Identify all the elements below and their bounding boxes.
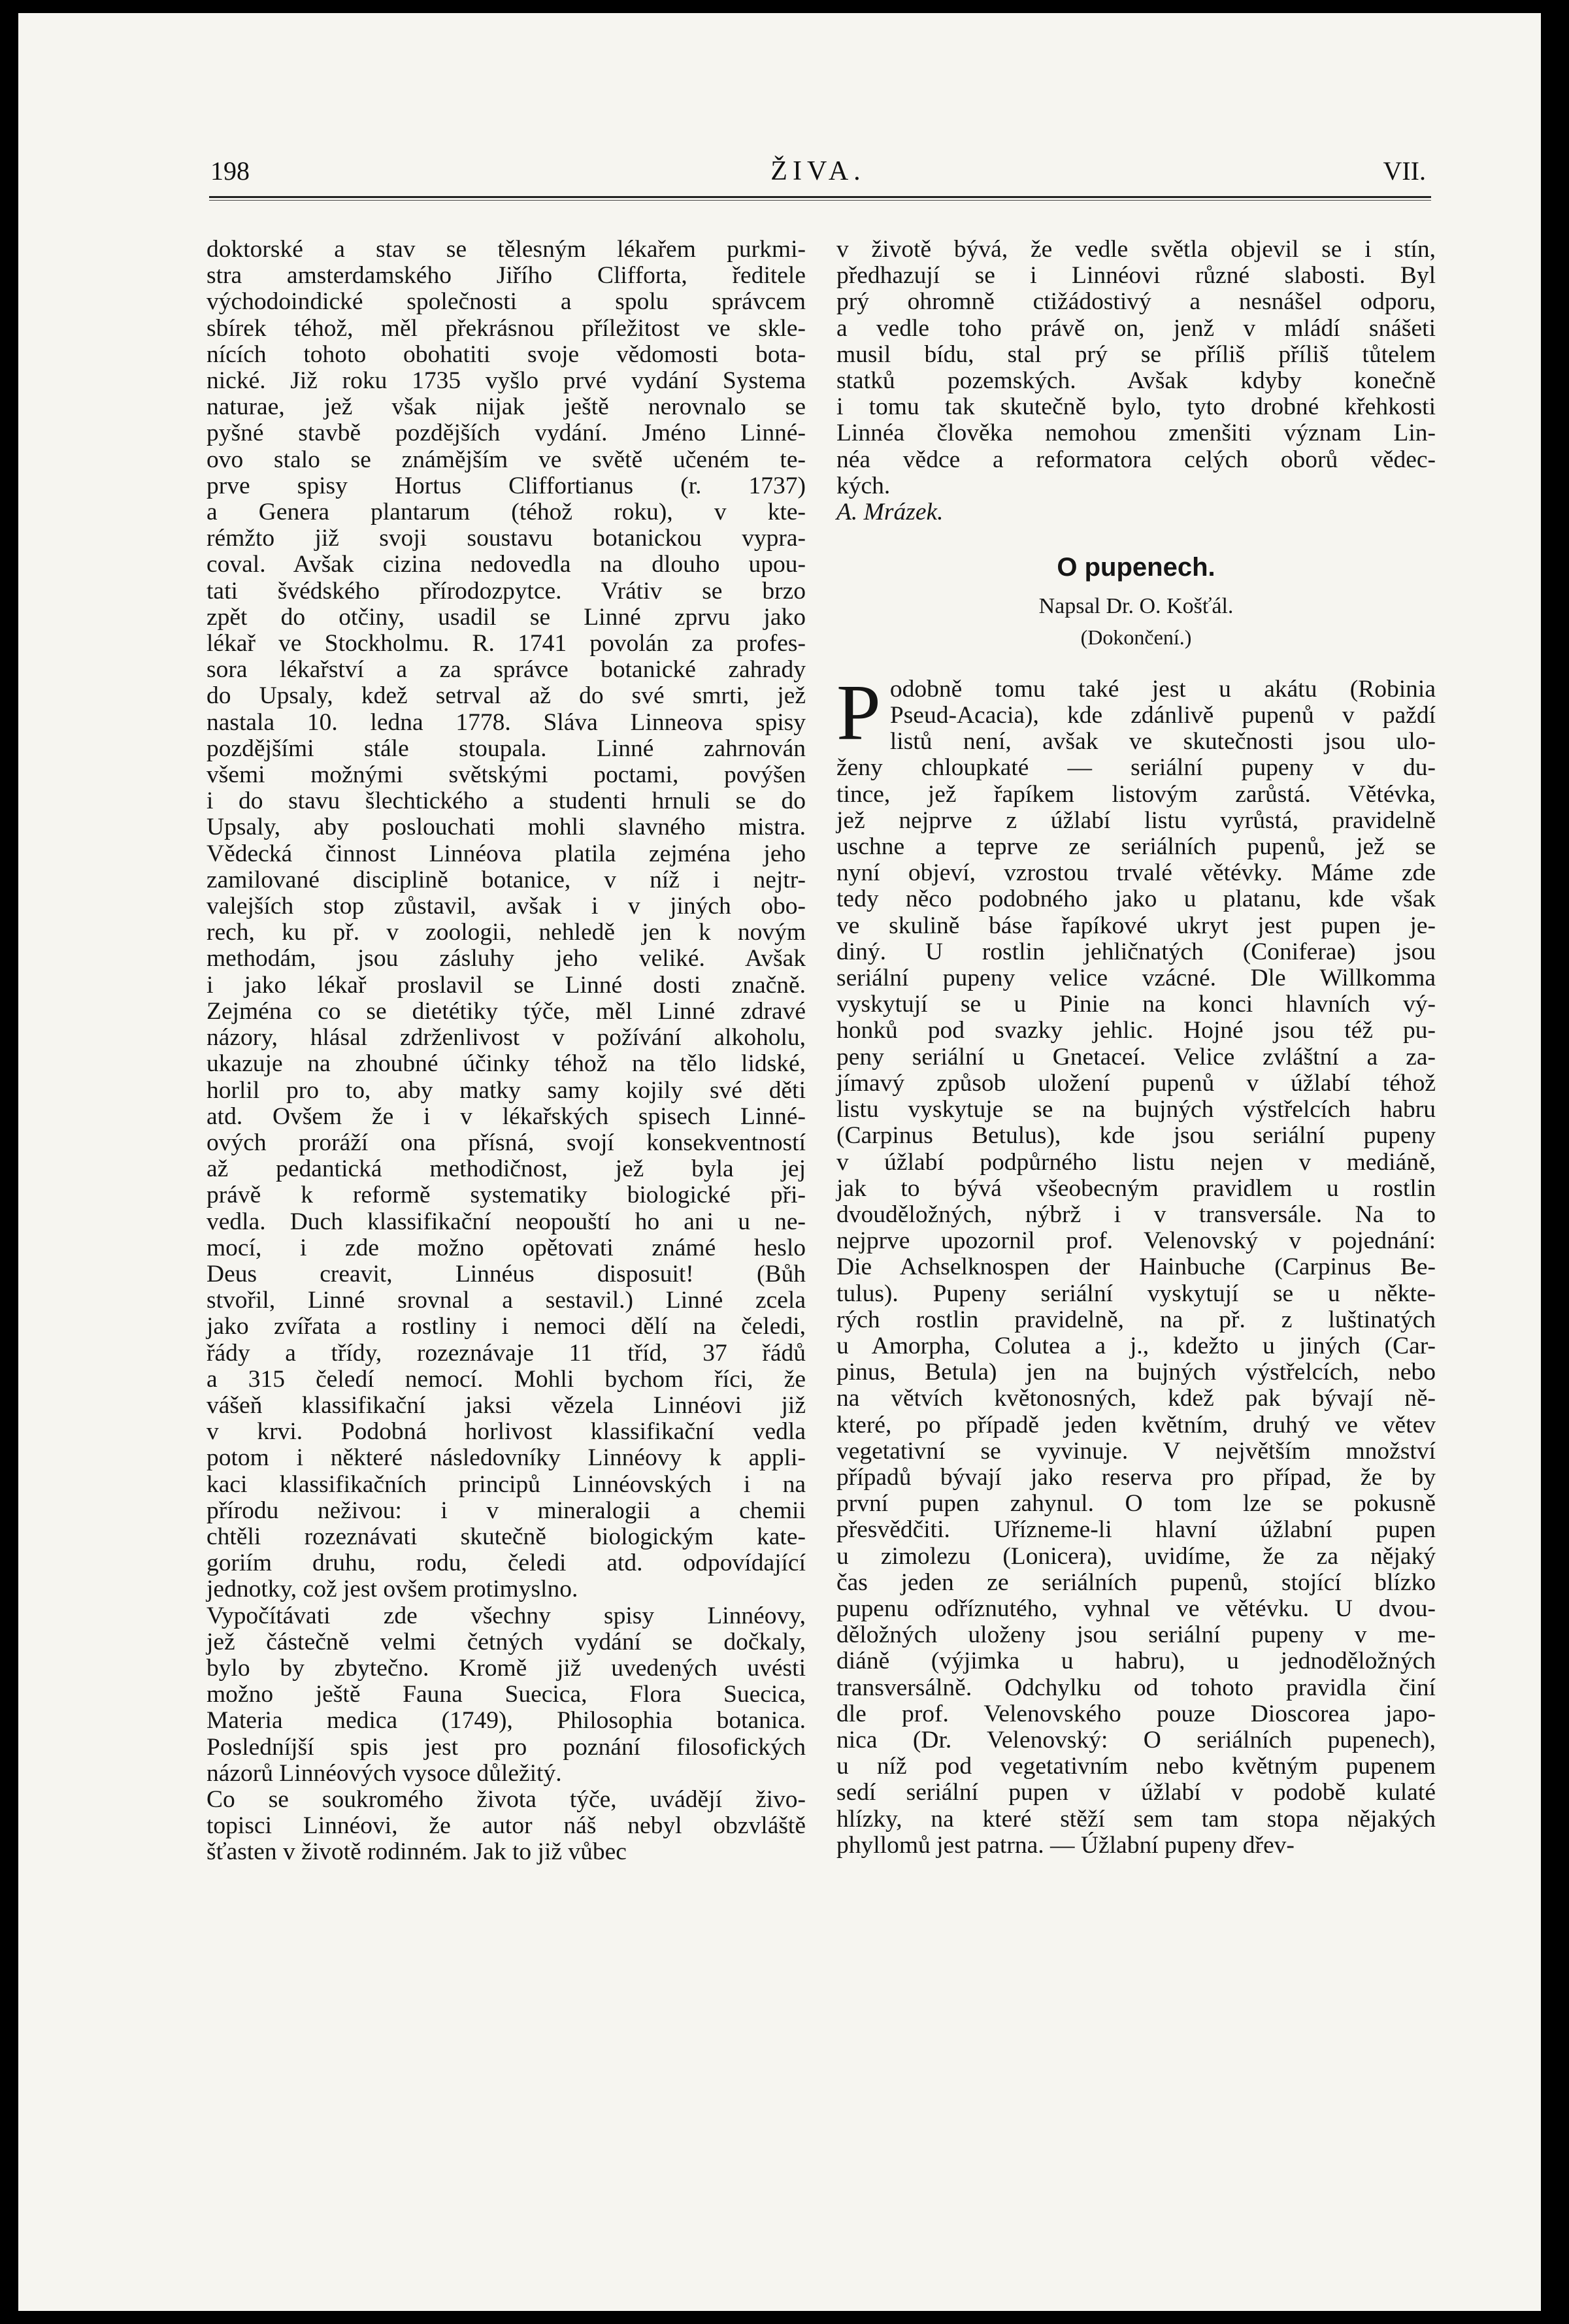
text-line: možno ještě Fauna Suecica, Flora Suecica, <box>206 1681 806 1708</box>
article-body <box>836 668 1436 1859</box>
text-line: případů bývají jako reserva pro případ, že by <box>836 1463 1436 1491</box>
text-line: i tomu tak skutečně bylo, tyto drobné křehkosti <box>836 393 1436 421</box>
text-line: pinus, Betula) jen na bujných výstřelcích, nebo <box>836 1359 1436 1386</box>
right-column <box>836 237 1436 1859</box>
text-line: uschne a teprve ze seriálních pupenů, jež se <box>836 833 1436 861</box>
text-line: doktorské a stav se tělesným lékařem purkmi- <box>206 236 806 263</box>
text-line: Vypočítávati zde všechny spisy Linnéovy, <box>206 1602 806 1629</box>
text-line: v krvi. Podobná horlivost klassifikační vedla <box>206 1418 806 1446</box>
text-line: předhazují se i Linnéovi různé slabosti. Byl <box>836 262 1436 290</box>
text-line: vedla. Duch klassifikační neopouští ho ani u ne- <box>206 1208 806 1235</box>
text-line: Materia medica (1749), Philosophia botanica. <box>206 1707 806 1735</box>
text-line: naturae, jež však nijak ještě nerovnalo se <box>206 393 806 421</box>
text-line: prý ohromně ctižádostivý a nesnášel odporu, <box>836 288 1436 316</box>
text-line: první pupen zahynul. O tom lze se pokusně <box>836 1490 1436 1518</box>
text-line: Vědecká činnost Linnéova platila zejména jeho <box>206 840 806 867</box>
text-line: honků pod svazky jehlic. Hojné jsou též pu- <box>836 1017 1436 1044</box>
drop-cap: P <box>836 668 881 757</box>
text-line: ve skulině báse řapíkové ukryt jest pupen je- <box>836 912 1436 939</box>
text-line: a Genera plantarum (téhož roku), v kte- <box>206 499 806 526</box>
text-line: nastala 10. ledna 1778. Sláva Linneova spisy <box>206 708 806 736</box>
running-header <box>210 156 1426 195</box>
text-line: rémžto již svoji soustavu botanickou vypra- <box>206 525 806 552</box>
text-line: u níž pod vegetativním nebo květným pupenem <box>836 1753 1436 1780</box>
text-line: ovo stalo se známějším ve světě učeném te- <box>206 446 806 473</box>
text-line: tedy něco podobného jako u platanu, kde však <box>836 886 1436 913</box>
text-line: nejprve upozornil prof. Velenovský v pojednání: <box>836 1227 1436 1255</box>
text-line: i jako lékař proslavil se Linné dosti značně. <box>206 971 806 999</box>
text-line: topisci Linnéovi, že autor náš nebyl obzvláště <box>206 1812 806 1840</box>
text-line: chtěli rozeznávati skutečně biologickým kate- <box>206 1523 806 1550</box>
text-line: hlízky, na které stěží sem tam stopa nějakých <box>836 1805 1436 1833</box>
linnaeus-article-end <box>836 237 1436 499</box>
text-line: jak to bývá všeobecným pravidlem u rostlin <box>836 1174 1436 1202</box>
text-line: jako zvířata a rostliny i nemoci dělí na čeledi, <box>206 1313 806 1340</box>
text-line: ženy chloupkaté — seriální pupeny v du- <box>836 754 1436 782</box>
text-line: jímavý způsob uložení pupenů v úžlabí téhož <box>836 1069 1436 1097</box>
text-line: néa vědce a reformatora celých oborů vědec- <box>836 446 1436 473</box>
text-line: seriální pupeny velice vzácné. Dle Willkomma <box>836 965 1436 992</box>
text-line: čas jeden ze seriálních pupenů, stojící blízko <box>836 1569 1436 1596</box>
text-line: sora lékařství a za správce botanické zahrady <box>206 656 806 684</box>
text-line: vegetativní se vyvinuje. V největším množství <box>836 1437 1436 1465</box>
text-line: mocí, i zde možno opětovati známé heslo <box>206 1234 806 1261</box>
text-line: nické. Již roku 1735 vyšlo prvé vydání Systema <box>206 367 806 395</box>
text-line: lékař ve Stockholmu. R. 1741 povolán za profes- <box>206 630 806 657</box>
text-line: nica (Dr. Velenovský: O seriálních pupenech), <box>836 1726 1436 1753</box>
text-line: atd. Ovšem že i v lékařských spisech Linné- <box>206 1103 806 1130</box>
text-line: vyskytují se u Pinie na konci hlavních vý- <box>836 991 1436 1018</box>
text-line: východoindické společnosti a spolu správcem <box>206 288 806 316</box>
text-line: Deus creavit, Linnéus disposuit! (Bůh <box>206 1260 806 1287</box>
text-line: tulus). Pupeny seriální vyskytují se u někte- <box>836 1280 1436 1307</box>
text-line: jednotky, což jest ovšem protimyslno. <box>206 1576 578 1603</box>
text-line: methodám, jsou zásluhy jeho veliké. Avšak <box>206 945 806 972</box>
text-line: až pedantická methodičnost, jež byla jej <box>206 1155 806 1183</box>
text-line: stvořil, Linné srovnal a sestavil.) Linné zcela <box>206 1287 806 1314</box>
text-line: kaci klassifikačních principů Linnéovských i na <box>206 1470 806 1498</box>
text-line: sbírek téhož, měl překrásnou příležitost ve skle- <box>206 314 806 342</box>
volume-number: VII. <box>1383 156 1426 186</box>
text-line: diáně (výjimka u habru), u jednoděložných <box>836 1648 1436 1675</box>
text-line: Co se soukromého života týče, uvádějí živo- <box>206 1785 806 1813</box>
text-line: a vedle toho právě on, jenž v mládí snášeti <box>836 314 1436 342</box>
text-line: sedí seriální pupen v úžlabí v podobě kulaté <box>836 1779 1436 1806</box>
journal-title: ŽIVA. <box>770 156 866 186</box>
text-line: ukazuje na zhoubné účinky téhož na tělo lidské, <box>206 1050 806 1078</box>
text-line: valejších stop zůstavil, avšak i v jiných obo- <box>206 893 806 920</box>
text-line: statků pozemských. Avšak kdyby konečně <box>836 367 1436 395</box>
text-line: právě k reformě systematiky biologické při- <box>206 1182 806 1209</box>
text-line: potom i některé následovníky Linnéovy k appli- <box>206 1444 806 1472</box>
text-line: řády a třídy, rozeznávaje 11 tříd, 37 řádů <box>206 1339 806 1367</box>
text-line: coval. Avšak cizina nedovedla na dlouho upou- <box>206 551 806 578</box>
text-line: vášeň klassifikační jaksi vězela Linnéovi již <box>206 1391 806 1419</box>
text-line: Upsaly, aby poslouchati mohli slavného mistra. <box>206 814 806 841</box>
text-line: názorů Linnéových vysoce důležitý. <box>206 1759 562 1787</box>
text-line: listu vyskytuje se na bujných výstřelcích habru <box>836 1096 1436 1123</box>
text-line: bylo by zbytečno. Kromě již uvedených uvésti <box>206 1654 806 1682</box>
left-column <box>206 237 806 1866</box>
text-line: (Carpinus Betulus), kde jsou seriální pupeny <box>836 1122 1436 1150</box>
text-line: listů není, avšak ve skutečnosti jsou ulo- <box>889 728 1436 755</box>
text-line: kých. <box>836 472 891 499</box>
text-line: všemi možnými světskými poctami, povýšen <box>206 761 806 789</box>
text-line: nyní objeví, vzrostou trvalé větévky. Máme zde <box>836 859 1436 887</box>
text-line: u Amorpha, Colutea a j., kdežto u jiných (Car- <box>836 1332 1436 1359</box>
text-line: prve spisy Hortus Cliffortianus (r. 1737) <box>206 472 806 499</box>
text-line: tati švédského přírodozpytce. Vrátiv se brzo <box>206 577 806 605</box>
text-line: dle prof. Velenovského pouze Dioscorea japo- <box>836 1700 1436 1727</box>
text-line: zamilované disciplině botanice, v níž i nejtr- <box>206 866 806 893</box>
text-line: transversálně. Odchylku od tohoto pravidla činí <box>836 1674 1436 1701</box>
article-author: Napsal Dr. O. Košťál. <box>1038 594 1234 619</box>
text-line: rech, ku př. v zoologii, nehledě jen k novým <box>206 919 806 946</box>
text-line: zpět do otčiny, usadil se Linné zprvu jako <box>206 603 806 631</box>
text-line: přesvědčiti. Uřízneme-li hlavní úžlabní pupen <box>836 1516 1436 1544</box>
text-line: pupenu odříznutého, vyhnal ve větévku. U dvou- <box>836 1595 1436 1622</box>
text-line: a 315 čeledí nemocí. Mohli bychom říci, že <box>206 1365 806 1393</box>
text-line: na větvích květonosných, kdež pak bývají ně- <box>836 1385 1436 1412</box>
text-line: Die Achselknospen der Hainbuche (Carpinus Be- <box>836 1253 1436 1281</box>
text-line: v životě bývá, že vedle světla objevil se i stín, <box>836 236 1436 263</box>
text-line: rých rostlin pravidelně, na př. z luštinatých <box>836 1306 1436 1333</box>
text-line: jež částečně velmi četných vydání se dočkaly, <box>206 1628 806 1655</box>
text-line: přírodu neživou: i v mineralogii a chemii <box>206 1497 806 1524</box>
text-line: stra amsterdamského Jiřího Clifforta, ředitele <box>206 262 806 290</box>
header-rule <box>209 196 1431 201</box>
text-line: horlil pro to, aby matky samy kojily své děti <box>206 1076 806 1104</box>
text-line: které, po případě jeden květním, druhý ve větev <box>836 1411 1436 1438</box>
text-line: Pseud-Acacia), kde zdánlivě pupenů v paždí <box>889 702 1436 729</box>
text-line: pyšné stavbě pozdějších vydání. Jméno Linné- <box>206 420 806 447</box>
page-edge <box>1541 0 1569 2324</box>
text-line: do Upsaly, kdež setrval až do své smrti, jež <box>206 682 806 710</box>
continuation-note: (Dokončení.) <box>1080 625 1192 649</box>
article-title: O pupenech. <box>1057 553 1215 582</box>
text-line: goriím druhu, rodu, čeledi atd. odpovídající <box>206 1550 806 1577</box>
text-line: Zejména co se dietétiky týče, měl Linné zdravé <box>206 997 806 1025</box>
text-line: pozdějšími stále stoupala. Linné zahrnován <box>206 735 806 762</box>
text-line: dvouděložných, nýbrž i v transversále. Na to <box>836 1201 1436 1228</box>
text-line: diný. U rostlin jehličnatých (Coniferae) jsou <box>836 938 1436 965</box>
text-line: názory, hlásal zdrženlivost v požívání alkoholu, <box>206 1024 806 1052</box>
text-line: i do stavu šlechtického a studenti hrnuli se do <box>206 788 806 815</box>
text-line: phyllomů jest patrna. — Úžlabní pupeny dřev- <box>836 1831 1295 1859</box>
page-number: 198 <box>210 156 250 186</box>
article-lines <box>836 668 1436 1859</box>
signature: A. Mrázek. <box>836 499 944 526</box>
text-line: tince, jež řapíkem listovým zarůstá. Větévka, <box>836 780 1436 808</box>
text-line: Posledníjší spis jest pro poznání filosofických <box>206 1733 806 1761</box>
text-line: nících tohoto obohatiti svoje vědomosti bota- <box>206 340 806 368</box>
text-line: peny seriální u Gnetaceí. Velice zvláštní a za- <box>836 1043 1436 1071</box>
text-line: odobně tomu také jest u akátu (Robinia <box>889 675 1436 703</box>
text-line: musil bídu, stal prý se příliš příliš tůtelem <box>836 340 1436 368</box>
text-line: Linnéa člověka nemohou zmenšiti význam Lin- <box>836 420 1436 447</box>
text-line: šťasten v životě rodinném. Jak to již vůbec <box>206 1838 627 1866</box>
text-line: ových proráží ona přísná, svojí konsekventností <box>206 1129 806 1156</box>
text-line: děložných uloženy jsou seriální pupeny v me- <box>836 1621 1436 1649</box>
text-line: jež nejprve z úžlabí listu vyrůstá, pravidelně <box>836 806 1436 834</box>
text-line: v úžlabí podpůrného listu nejen v mediáně, <box>836 1148 1436 1176</box>
text-line: u zimolezu (Lonicera), uvidíme, že za nějaký <box>836 1542 1436 1570</box>
